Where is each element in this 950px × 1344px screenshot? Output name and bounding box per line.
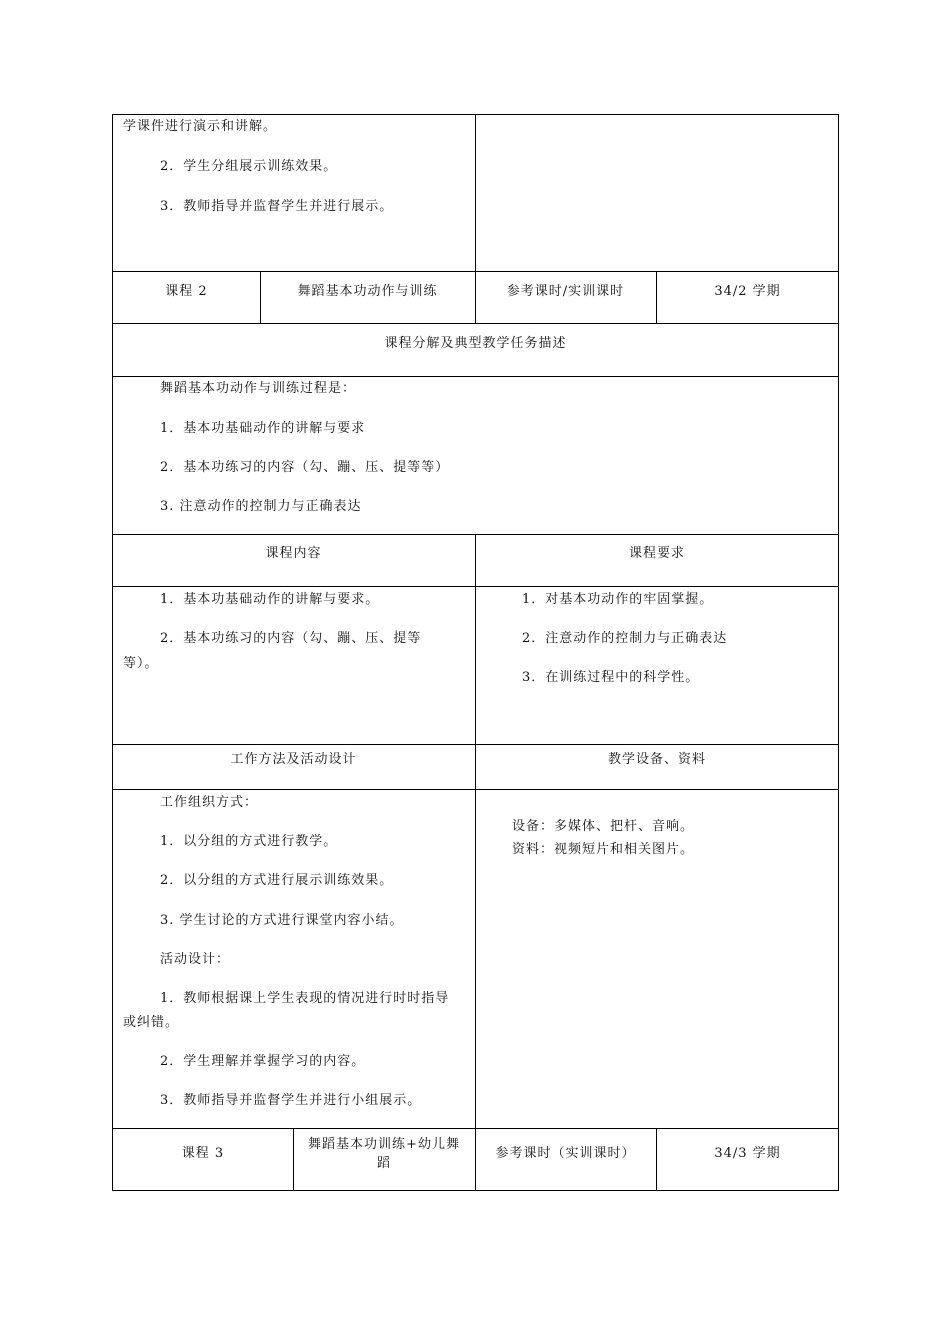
section-header: 工作方法及活动设计 (230, 752, 357, 767)
body-text: 舞蹈基本功动作与训练过程是： (160, 381, 357, 396)
course-label: 课程 2 (165, 284, 208, 299)
course-name: 舞蹈基本功训练+幼儿舞 (308, 1137, 460, 1152)
body-text: 1．教师根据课上学生表现的情况进行时时指导 (160, 991, 450, 1006)
body-text: 3．教师指导并监督学生并进行小组展示。 (160, 1093, 422, 1108)
body-text: 1．基本功基础动作的讲解与要求 (160, 421, 366, 436)
hours-label: 参考课时（实训课时） (495, 1146, 636, 1161)
body-text: 3．教师指导并监督学生并进行展示。 (160, 199, 394, 214)
section-header: 教学设备、资料 (607, 752, 706, 767)
body-text: 3. 注意动作的控制力与正确表达 (160, 499, 362, 514)
body-text: 学课件进行演示和讲解。 (123, 119, 278, 134)
section-header: 课程要求 (628, 546, 685, 561)
course-label: 课程 3 (181, 1146, 225, 1161)
section-header: 课程分解及典型教学任务描述 (384, 336, 567, 351)
body-text: 等）。 (123, 656, 159, 671)
body-text: 资料：视频短片和相关图片。 (512, 842, 695, 857)
body-text: 工作组织方式： (160, 795, 259, 810)
body-text: 1．以分组的方式进行教学。 (160, 834, 338, 849)
body-text: 2．学生分组展示训练效果。 (160, 159, 338, 174)
body-text: 1．对基本功动作的牢固掌握。 (522, 592, 714, 607)
row-divider (112, 376, 839, 377)
column-divider (475, 114, 476, 272)
body-text: 设备：多媒体、把杆、音响。 (512, 819, 695, 834)
body-text: 2．基本功练习的内容（勾、蹦、压、提等等） (160, 460, 450, 475)
hours-value: 34/2 学期 (714, 284, 781, 299)
course-name: 蹈 (376, 1156, 391, 1171)
body-text: 2．注意动作的控制力与正确表达 (522, 631, 728, 646)
body-text: 1．基本功基础动作的讲解与要求。 (160, 592, 380, 607)
body-text: 2．学生理解并掌握学习的内容。 (160, 1054, 366, 1069)
body-text: 2．以分组的方式进行展示训练效果。 (160, 873, 394, 888)
hours-label: 参考课时/实训课时 (506, 284, 625, 299)
body-text: 或纠错。 (123, 1015, 180, 1030)
course-name: 舞蹈基本功动作与训练 (297, 284, 438, 299)
body-text: 3．在训练过程中的科学性。 (522, 670, 700, 685)
section-header: 课程内容 (265, 546, 322, 561)
body-text: 3. 学生讨论的方式进行课堂内容小结。 (160, 913, 404, 928)
body-text: 活动设计： (160, 952, 231, 967)
column-divider (475, 534, 476, 1129)
body-text: 2．基本功练习的内容（勾、蹦、压、提等 (160, 631, 422, 646)
hours-value: 34/3 学期 (714, 1146, 781, 1161)
